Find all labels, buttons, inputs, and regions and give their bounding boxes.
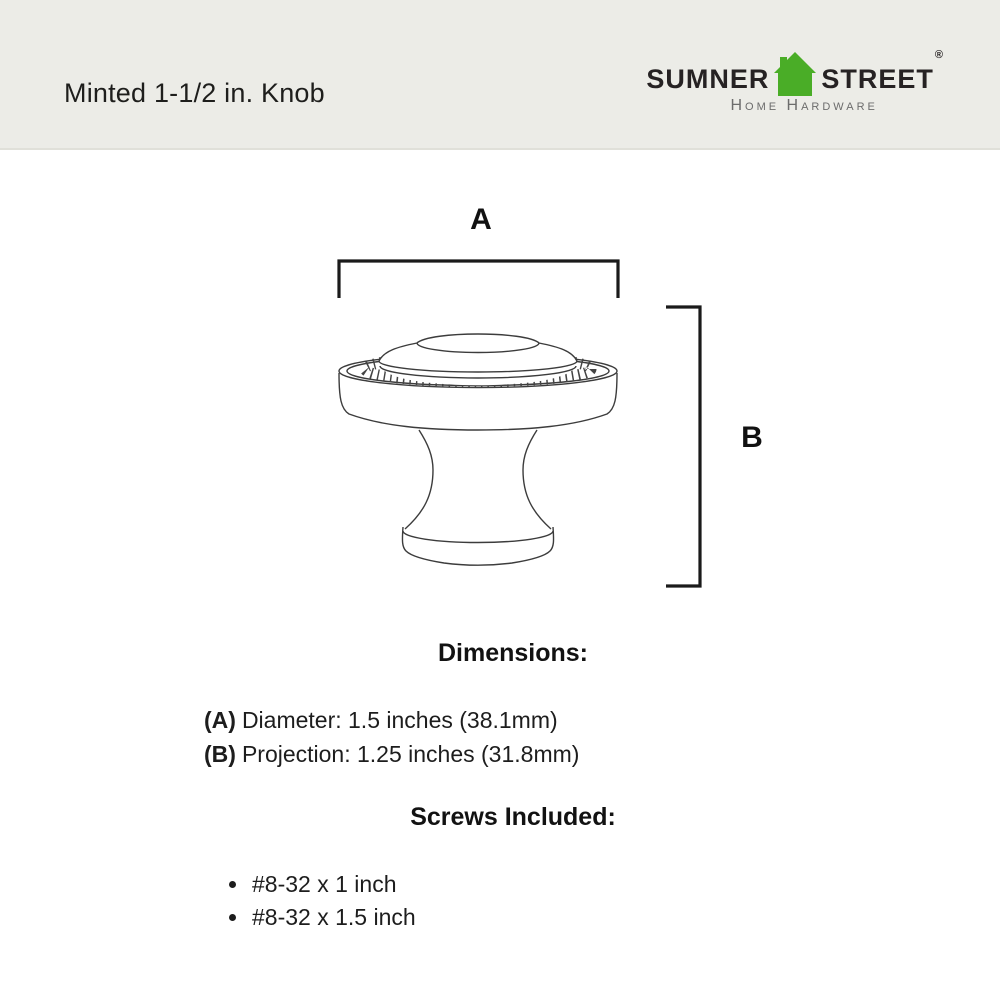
brand-name-right: STREET xyxy=(821,64,934,94)
width-bracket xyxy=(339,261,618,298)
knob-neck-left xyxy=(405,430,433,529)
dimensions-list xyxy=(204,704,579,771)
screws-heading: Screws Included: xyxy=(410,803,616,831)
knob-base-top-edge xyxy=(403,531,553,543)
dimension-a-text: Diameter: 1.5 inches (38.1mm) xyxy=(241,707,558,733)
header-band xyxy=(0,0,1000,150)
knob-dome-fill xyxy=(379,328,577,385)
label-b: B xyxy=(741,421,763,454)
brand-name-left: SUMNER xyxy=(646,64,770,94)
product-title: Minted 1-1/2 in. Knob xyxy=(64,78,325,108)
screws-list xyxy=(250,868,416,934)
brand-tagline: Home Hardware xyxy=(730,97,878,114)
height-bracket xyxy=(666,307,700,586)
knob-neck-right xyxy=(523,430,551,529)
label-a: A xyxy=(470,203,492,236)
brand-logo xyxy=(646,49,944,114)
screw-item: • #8-32 x 1 inch xyxy=(250,868,416,901)
screw-item: • #8-32 x 1.5 inch xyxy=(250,901,416,934)
registered-mark: ® xyxy=(934,49,944,61)
dimension-diagram xyxy=(0,150,1000,640)
dimension-line-b xyxy=(204,738,579,772)
house-icon xyxy=(774,52,816,96)
dimension-b-text: Projection: 1.25 inches (31.8mm) xyxy=(241,740,580,767)
knob-base-outline xyxy=(402,527,553,565)
brand-name-row xyxy=(646,49,944,95)
knob-drawing xyxy=(339,328,617,565)
dimension-b-label: (B) xyxy=(204,740,236,767)
dimension-line-a xyxy=(204,704,579,738)
dimension-a-label: (A) xyxy=(204,707,236,733)
dimensions-heading: Dimensions: xyxy=(437,639,589,667)
